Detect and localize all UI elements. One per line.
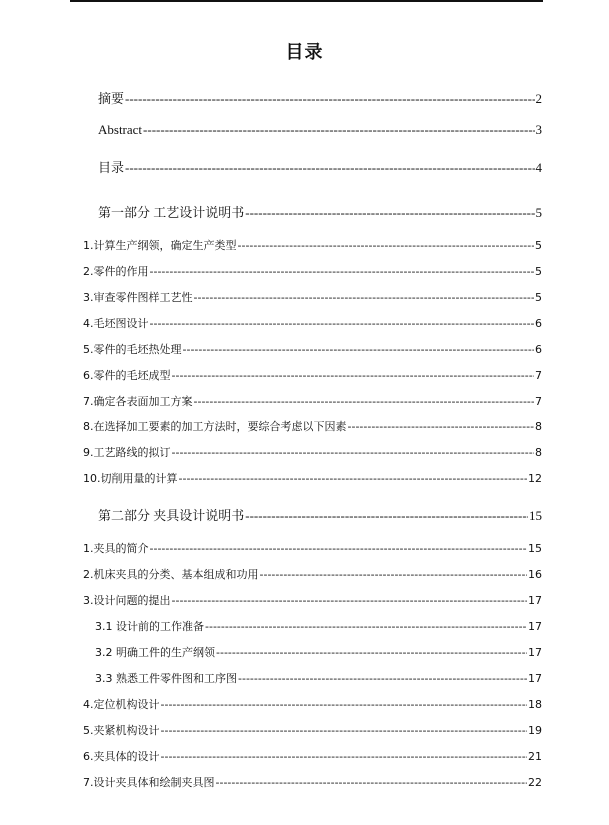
toc-leader (194, 291, 535, 304)
toc-entry-page: 5 (535, 265, 542, 278)
toc-entry-page: 7 (535, 369, 542, 382)
toc-entry-page: 7 (535, 395, 542, 408)
toc-entry[interactable] (83, 722, 542, 738)
toc-leader (179, 472, 528, 485)
toc-entry-label: 6.零件的毛坯成型 (83, 369, 171, 382)
toc-entry-label: 3.3 熟悉工件零件图和工序图 (95, 672, 237, 685)
toc-leader (125, 91, 534, 107)
toc-entry[interactable] (98, 122, 542, 138)
toc-entry-label: 8.在选择加工要素的加工方法时，要综合考虑以下因素 (83, 420, 347, 433)
toc-leader (161, 698, 528, 711)
toc-entry-label: 第一部分 工艺设计说明书 (98, 205, 245, 220)
toc-entry-label: 9.工艺路线的拟订 (83, 446, 171, 459)
toc-entry-label: 1.计算生产纲领，确定生产类型 (83, 239, 237, 252)
toc-entry-label: 7.确定各表面加工方案 (83, 395, 193, 408)
toc-part-heading[interactable] (98, 202, 542, 221)
toc-entry[interactable] (83, 540, 542, 556)
toc-entry-label: 3.审查零件图样工艺性 (83, 291, 193, 304)
toc-entry-label: 2.机床夹具的分类、基本组成和功用 (83, 568, 259, 581)
toc-entry-label: 目录 (98, 160, 125, 175)
toc-entry-page: 17 (528, 646, 542, 659)
toc-leader (183, 343, 535, 356)
toc-subentry[interactable] (95, 618, 542, 634)
toc-entry-page: 12 (528, 472, 542, 485)
toc-leader (238, 672, 527, 685)
toc-entry[interactable] (83, 774, 542, 790)
toc-entry[interactable] (98, 88, 542, 107)
toc-entry[interactable] (83, 566, 542, 582)
toc-leader (172, 446, 535, 459)
toc-entry-label: 1.夹具的简介 (83, 542, 149, 555)
toc-entry-page: 17 (528, 594, 542, 607)
toc-entry-page: 17 (528, 672, 542, 685)
toc-entry-page: 22 (528, 776, 542, 789)
toc-entry[interactable] (83, 748, 542, 764)
toc-entry-page: 21 (528, 750, 542, 763)
toc-leader (125, 160, 534, 176)
toc-entry-label: 4.毛坯图设计 (83, 317, 149, 330)
toc-entry[interactable] (83, 418, 542, 434)
toc-entry-label: 6.夹具体的设计 (83, 750, 160, 763)
toc-entry[interactable] (83, 696, 542, 712)
toc-entry-page: 2 (535, 91, 542, 106)
toc-entry-label: 3.设计问题的提出 (83, 594, 171, 607)
toc-entry-page: 5 (535, 205, 542, 220)
toc-entry-label: 7.设计夹具体和绘制夹具图 (83, 776, 215, 789)
toc-leader (194, 395, 535, 408)
toc-leader (161, 724, 528, 737)
toc-leader (216, 776, 528, 789)
toc-leader (172, 594, 528, 607)
top-rule (70, 0, 543, 2)
toc-entry-label: 2.零件的作用 (83, 265, 149, 278)
toc-subentry[interactable] (95, 644, 542, 660)
toc-entry-label: 3.2 明确工件的生产纲领 (95, 646, 215, 659)
toc-entry[interactable] (83, 470, 542, 486)
toc-entry[interactable] (98, 157, 542, 176)
toc-entry-label: 5.零件的毛坯热处理 (83, 343, 182, 356)
toc-entry-page: 4 (535, 160, 542, 175)
toc-leader (216, 646, 527, 659)
toc-entry-label: 10.切削用量的计算 (83, 472, 178, 485)
toc-entry-page: 19 (528, 724, 542, 737)
toc-part-heading[interactable] (98, 505, 542, 524)
toc-leader (143, 122, 534, 138)
page-title: 目录 (285, 42, 324, 63)
toc-leader (238, 239, 535, 252)
toc-leader (245, 205, 534, 221)
toc-entry-label: 4.定位机构设计 (83, 698, 160, 711)
toc-entry-page: 8 (535, 446, 542, 459)
toc-entry[interactable] (83, 289, 542, 305)
toc-leader (245, 508, 528, 524)
toc-entry-page: 6 (535, 317, 542, 330)
toc-leader (205, 620, 527, 633)
toc-entry[interactable] (83, 341, 542, 357)
toc-entry-page: 5 (535, 239, 542, 252)
toc-entry[interactable] (83, 592, 542, 608)
toc-leader (150, 265, 535, 278)
toc-entry-page: 3 (535, 122, 542, 137)
toc-entry[interactable] (83, 315, 542, 331)
toc-entry-page: 8 (535, 420, 542, 433)
toc-entry-page: 17 (528, 620, 542, 633)
toc-leader (172, 369, 535, 382)
toc-entry-page: 15 (528, 542, 542, 555)
toc-entry[interactable] (83, 444, 542, 460)
toc-entry-page: 18 (528, 698, 542, 711)
toc-entry-label: Abstract (98, 122, 143, 137)
toc-leader (348, 420, 535, 433)
toc-entry-label: 摘要 (98, 91, 125, 106)
toc-entry[interactable] (83, 263, 542, 279)
toc-entry-label: 5.夹紧机构设计 (83, 724, 160, 737)
toc-entry-label: 3.1 设计前的工作准备 (95, 620, 204, 633)
toc-leader (260, 568, 528, 581)
toc-entry-label: 第二部分 夹具设计说明书 (98, 508, 245, 523)
toc-entry-page: 5 (535, 291, 542, 304)
toc-entry-page: 6 (535, 343, 542, 356)
toc-leader (150, 317, 535, 330)
toc-entry[interactable] (83, 367, 542, 383)
toc-entry[interactable] (83, 393, 542, 409)
toc-entry-page: 16 (528, 568, 542, 581)
toc-leader (161, 750, 528, 763)
toc-leader (150, 542, 528, 555)
toc-entry-page: 15 (529, 508, 542, 523)
toc-entry[interactable] (83, 237, 542, 253)
toc-subentry[interactable] (95, 670, 542, 686)
